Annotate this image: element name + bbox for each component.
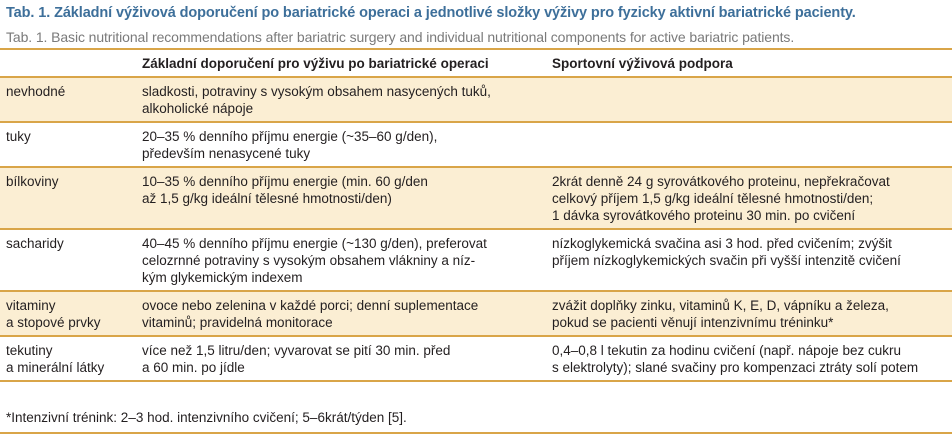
cell-line: zvážit doplňky zinku, vitaminů K, E, D, vápníku a železa, [552, 298, 889, 313]
table-row [0, 229, 952, 291]
footnote: *Intenzivní trénink: 2–3 hod. intenzivního cvičení; 5–6krát/týden [5]. [6, 410, 407, 425]
cell-line: sladkosti, potraviny s vysokým obsahem nasycených tuků, [142, 84, 491, 99]
cell-line: tuky [6, 129, 31, 144]
cell-line: pokud se pacienti věnují intenzivnímu tréninku* [552, 315, 834, 330]
row-basic-recommendation [138, 122, 549, 167]
row-basic-recommendation [138, 229, 549, 291]
header-row [0, 49, 952, 77]
cell-line: 20–35 % denního příjmu energie (~35–60 g/den), [142, 129, 438, 144]
cell-line: 2krát denně 24 g syrovátkového proteinu, nepřekračovat [552, 174, 890, 189]
cell-line: 0,4–0,8 l tekutin za hodinu cvičení (např. nápoje bez cukru [552, 343, 901, 358]
nutrition-table [0, 48, 952, 382]
cell-line: vitaminy [6, 298, 56, 313]
row-sport-support [549, 77, 952, 122]
row-sport-support [549, 167, 952, 229]
row-basic-recommendation [138, 336, 549, 381]
cell-line: nízkoglykemická svačina asi 3 hod. před cvičením; zvýšit [552, 236, 892, 251]
row-category [0, 167, 138, 229]
row-category [0, 336, 138, 381]
cell-line: celkový příjem 1,5 g/kg ideální tělesné hmotnosti/den; [552, 191, 874, 206]
header-basic-recommendation: Základní doporučení pro výživu po bariatrické operaci [138, 49, 549, 77]
cell-line: ovoce nebo zelenina v každé porci; denní suplementace [142, 298, 479, 313]
header-sport-support: Sportovní výživová podpora [549, 49, 952, 77]
row-basic-recommendation [138, 77, 549, 122]
table-row [0, 167, 952, 229]
row-sport-support [549, 229, 952, 291]
row-sport-support [549, 336, 952, 381]
row-basic-recommendation [138, 167, 549, 229]
cell-line: až 1,5 g/kg ideální tělesné hmotnosti/den) [142, 191, 392, 206]
caption-english: Tab. 1. Basic nutritional recommendations after bariatric surgery and individual nutritional components for active bariatric patients. [6, 29, 795, 45]
row-category [0, 291, 138, 336]
bottom-divider [0, 432, 952, 434]
caption-czech: Tab. 1. Základní výživová doporučení po bariatrické operaci a jednotlivé složky výživy pro fyzicky aktivní bariatrické pacienty. [6, 5, 856, 21]
cell-line: příjem nízkoglykemických svačin při vyšší intenzitě cvičení [552, 253, 901, 268]
cell-line: a stopové prvky [6, 315, 101, 330]
cell-line: a 60 min. po jídle [142, 360, 245, 375]
cell-line: vitaminů; pravidelná monitorace [142, 315, 333, 330]
cell-line: a minerální látky [6, 360, 105, 375]
row-category [0, 122, 138, 167]
row-basic-recommendation [138, 291, 549, 336]
cell-line: nevhodné [6, 84, 66, 99]
cell-line: s elektrolyty); slané svačiny pro kompenzaci ztráty solí potem [552, 360, 919, 375]
row-category [0, 229, 138, 291]
cell-line: alkoholické nápoje [142, 101, 254, 116]
cell-line: 10–35 % denního příjmu energie (min. 60 g/den [142, 174, 428, 189]
cell-line: 1 dávka syrovátkového proteinu 30 min. po cvičení [552, 208, 856, 223]
cell-line: více než 1,5 litru/den; vyvarovat se pití 30 min. před [142, 343, 451, 358]
cell-line: tekutiny [6, 343, 53, 358]
cell-line: sacharidy [6, 236, 64, 251]
table-row [0, 122, 952, 167]
cell-line: kým glykemickým indexem [142, 270, 303, 285]
cell-line: celozrnné potraviny s vysokým obsahem vlákniny a níz- [142, 253, 476, 268]
cell-line: 40–45 % denního příjmu energie (~130 g/den), preferovat [142, 236, 487, 251]
cell-line: především nenasycené tuky [142, 146, 311, 161]
table-row [0, 291, 952, 336]
row-category [0, 77, 138, 122]
table-row [0, 77, 952, 122]
header-category [0, 49, 138, 77]
row-sport-support [549, 291, 952, 336]
cell-line: bílkoviny [6, 174, 59, 189]
table-row [0, 336, 952, 381]
row-sport-support [549, 122, 952, 167]
